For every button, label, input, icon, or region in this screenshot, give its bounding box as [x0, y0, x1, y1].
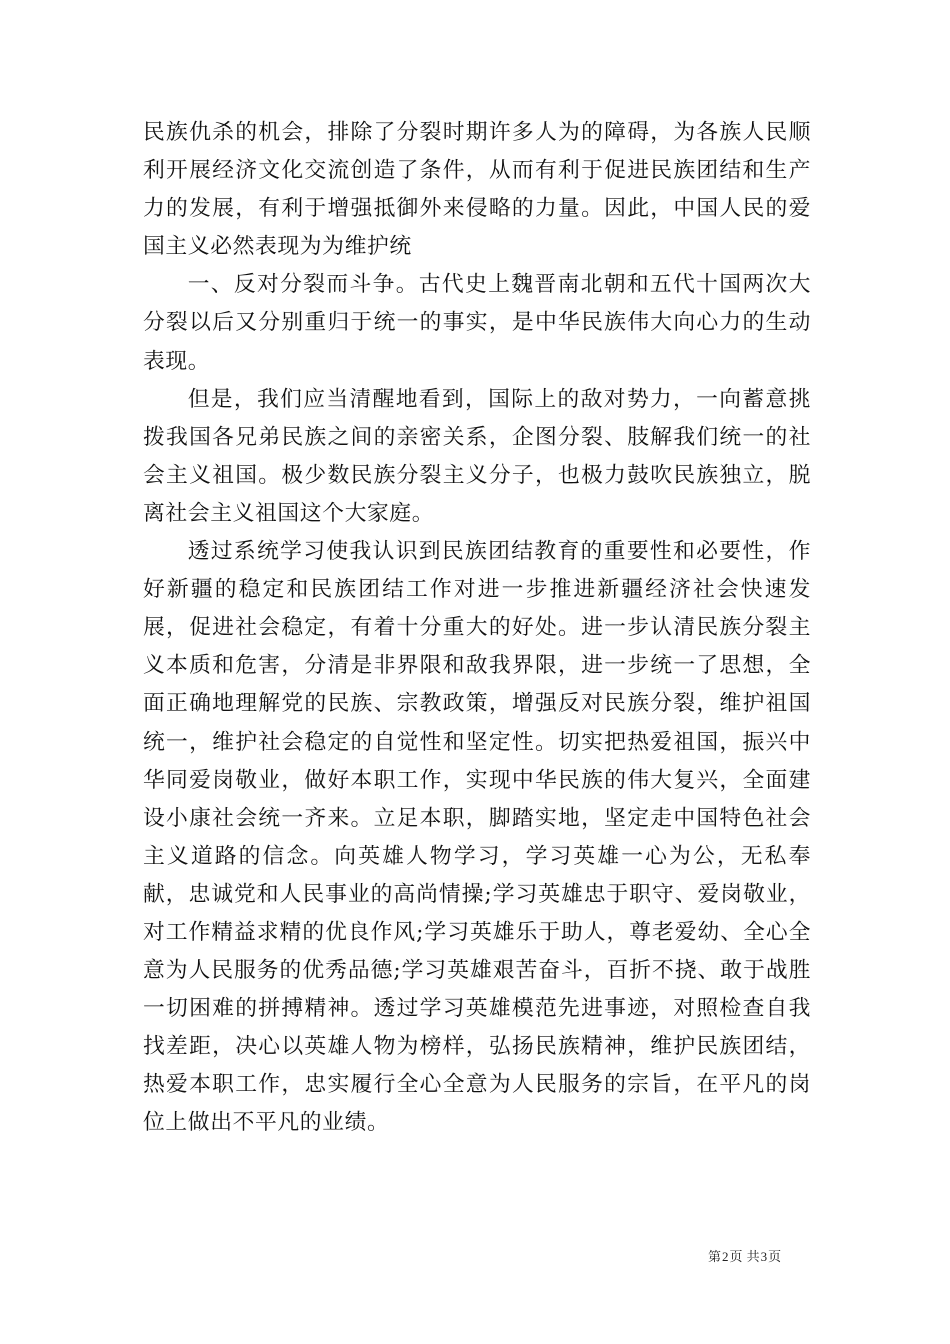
paragraph-1: 民族仇杀的机会，排除了分裂时期许多人为的障碍，为各族人民顺利开展经济文化交流创造了条件，从而有利于促进民族团结和生产力的发展，有利于增强抵御外来侵略的力量。因此，中国人民的爱国主义必然表现为为维护统 [143, 120, 811, 260]
footer-middle: 页 共 [729, 1250, 760, 1265]
page-number-footer [708, 1248, 781, 1267]
paragraph-4: 透过系统学习使我认识到民族团结教育的重要性和必要性，作好新疆的稳定和民族团结工作对进一步推进新疆经济社会快速发展，促进社会稳定，有着十分重大的好处。进一步认清民族分裂主义本质和危害，分清是非界限和敌我界限，进一步统一了思想，全面正确地理解党的民族、宗教政策，增强反对民族分裂，维护祖国统一，维护社会稳定的自觉性和坚定性。切实把热爱祖国，振兴中华同爱岗敬业，做好本职工作，实现中华民族的伟大复兴，全面建设小康社会统一齐来。立足本职，脚踏实地，坚定走中国特色社会主义道路的信念。向英雄人物学习，学习英雄一心为公，无私奉献，忠诚党和人民事业的高尚情操;学习英雄忠于职守、爱岗敬业，对工作精益求精的优良作风;学习英雄乐于助人，尊老爱幼、全心全意为人民服务的优秀品德;学习英雄艰苦奋斗，百折不挠、敢于战胜一切困难的拼搏精神。透过学习英雄模范先进事迹，对照检查自我找差距，决心以英雄人物为榜样，弘扬民族精神，维护民族团结，热爱本职工作，忠实履行全心全意为人民服务的宗旨，在平凡的岗位上做出不平凡的业绩。 [143, 539, 811, 1136]
total-pages-number: 3 [760, 1249, 768, 1264]
paragraph-2: 一、反对分裂而斗争。古代史上魏晋南北朝和五代十国两次大分裂以后又分别重归于统一的事实，是中华民族伟大向心力的生动表现。 [143, 272, 811, 374]
footer-prefix: 第 [708, 1250, 722, 1265]
paragraph-3: 但是，我们应当清醒地看到，国际上的敌对势力，一向蓄意挑拨我国各兄弟民族之间的亲密关系，企图分裂、肢解我们统一的社会主义祖国。极少数民族分裂主义分子，也极力鼓吹民族独立，脱离社会主义祖国这个大家庭。 [143, 386, 811, 526]
document-body [143, 114, 811, 1143]
footer-suffix: 页 [768, 1250, 782, 1265]
current-page-number: 2 [722, 1249, 729, 1264]
